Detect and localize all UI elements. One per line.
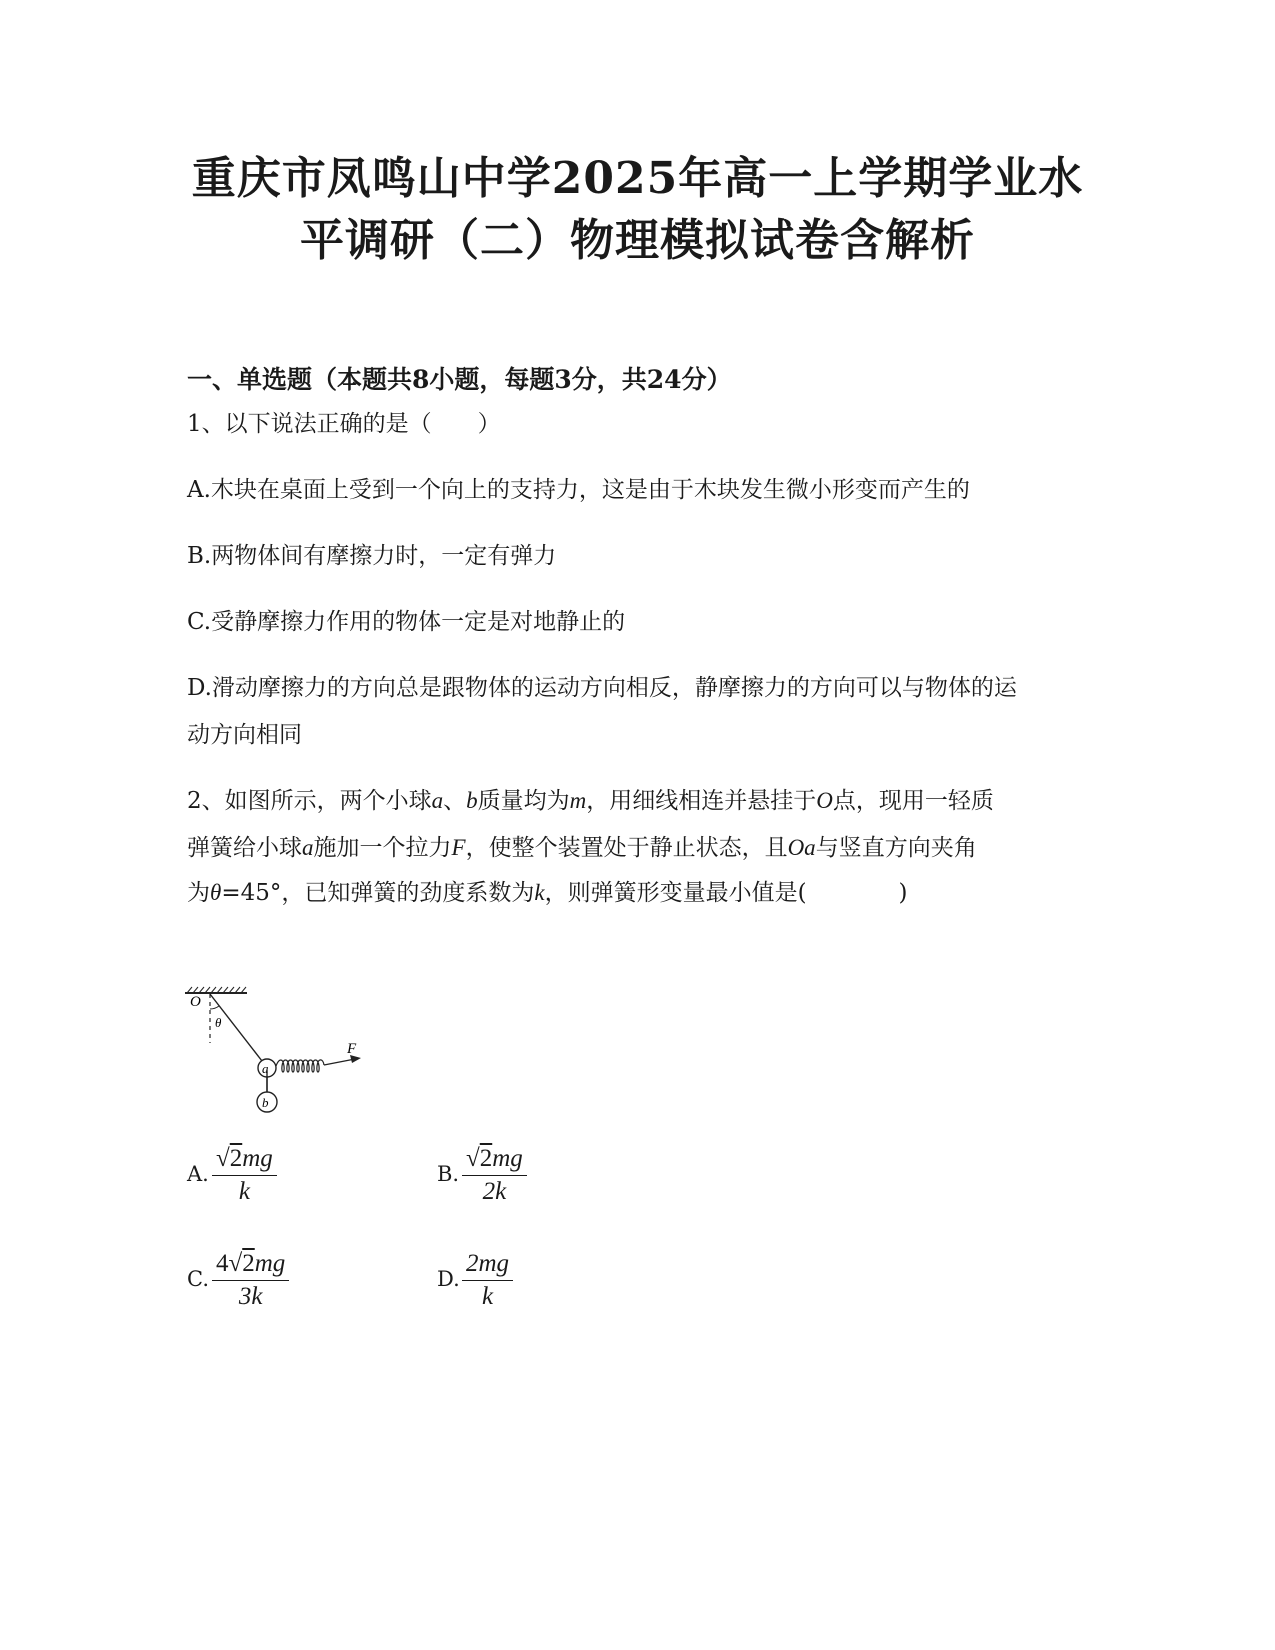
q1-option-c: C.受静摩擦力作用的物体一定是对地静止的 xyxy=(187,609,626,635)
page-title xyxy=(150,148,1125,272)
title-line-2: 平调研（二）物理模拟试卷含解析 xyxy=(300,215,975,266)
title-line-1: 重庆市凤鸣山中学2025年高一上学期学业水 xyxy=(191,153,1084,204)
q1-option-d-line2: 动方向相同 xyxy=(187,722,302,748)
q2-option-c-label: C. xyxy=(187,1267,209,1291)
q2-stem-line3: 为θ=45°，已知弹簧的劲度系数为k，则弹簧形变量最小值是( ) xyxy=(187,880,908,906)
q2-stem-line1: 2、如图所示，两个小球a、b质量均为m，用细线相连并悬挂于O点，现用一轻质 xyxy=(187,788,994,814)
q2-option-d-fraction: $\frac{2mg}{k}$ xyxy=(462,1250,513,1311)
q2-option-b-label: B. xyxy=(437,1162,460,1186)
q2-stem-line2: 弹簧给小球a施加一个拉力F，使整个装置处于静止状态，且Oa与竖直方向夹角 xyxy=(187,835,977,861)
q2-option-a-label: A. xyxy=(187,1162,209,1186)
q2-option-b-fraction: $\frac{√2mg}{2k}$ xyxy=(462,1145,527,1206)
section-heading: 一、单选题（本题共8小题，每题3分，共24分） xyxy=(187,365,732,394)
q1-option-a: A.木块在桌面上受到一个向上的支持力，这是由于木块发生微小形变而产生的 xyxy=(187,477,970,503)
label-a: a xyxy=(262,1061,269,1076)
ball-b-diagram xyxy=(185,1070,385,1120)
theta-arc xyxy=(210,1006,219,1009)
q2-option-d-label: D. xyxy=(437,1267,460,1291)
force-arrow-line xyxy=(324,1059,355,1065)
label-theta: θ xyxy=(215,1015,222,1030)
label-f: F xyxy=(347,1041,357,1057)
q2-option-a-fraction: $\frac{√2mg}{k}$ xyxy=(212,1145,277,1206)
label-b: b xyxy=(262,1095,269,1110)
label-o: O xyxy=(190,994,201,1010)
q2-option-c-fraction: $\frac{4√2mg}{3k}$ xyxy=(212,1250,289,1311)
q1-option-b: B.两物体间有摩擦力时，一定有弹力 xyxy=(187,543,557,569)
q1-stem: 1、以下说法正确的是（ ） xyxy=(187,411,501,437)
q1-option-d-line1: D.滑动摩擦力的方向总是跟物体的运动方向相反，静摩擦力的方向可以与物体的运 xyxy=(187,675,1017,701)
